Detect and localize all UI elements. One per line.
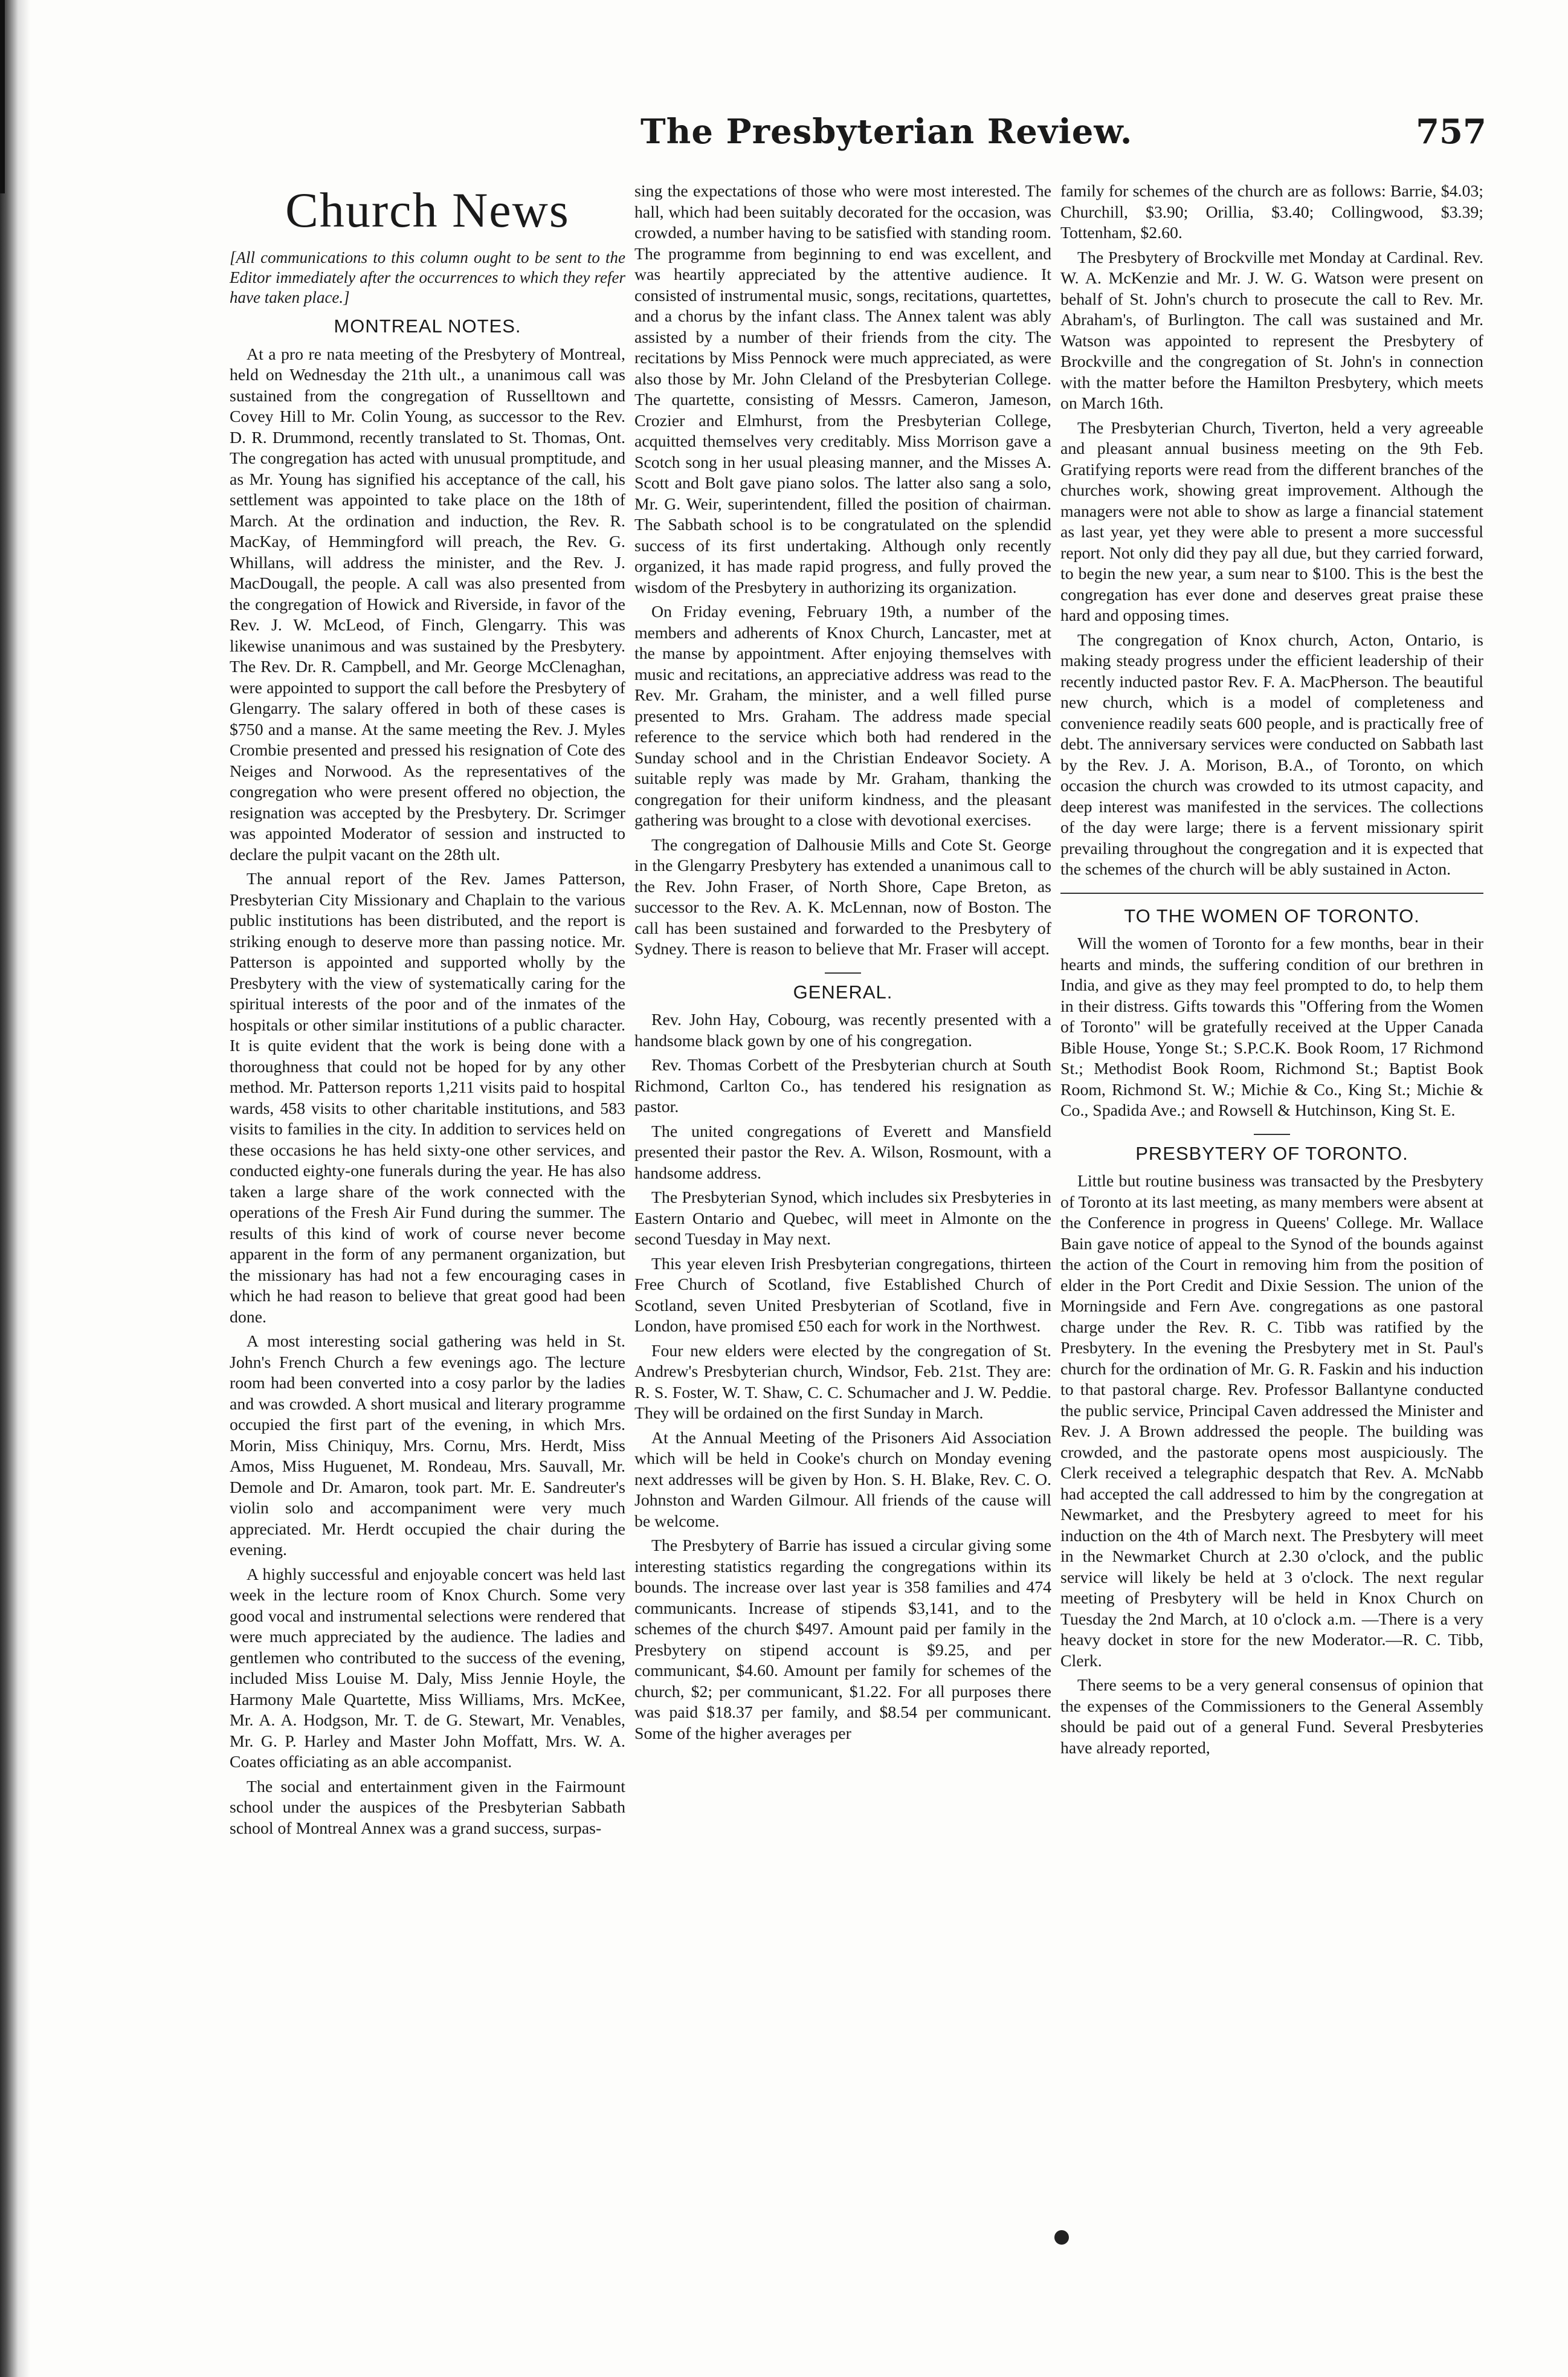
section-rule (1254, 1134, 1290, 1135)
page-number: 757 (1416, 112, 1486, 152)
article-paragraph: Rev. Thomas Corbett of the Presbyterian church at South Richmond, Carlton Co., has tendered his resignation as pastor. (634, 1056, 1051, 1116)
ink-smudge (1054, 2230, 1069, 2245)
article-paragraph: The Presbytery of Barrie has issued a circular giving some interesting statistics regarding the congregations within its bounds. The increase over last year is 358 families and 474 communicants. Increase of stipends $3,141, and to the schemes of the church $497. Amount paid per family in the Presbytery on stipend account is $9.25, and per communicant, $4.60. Amount per family for schemes of the church, $2; per communicant, $1.22. For all purposes there was paid $18.37 per family, and $8.54 per communicant. Some of the higher averages per (634, 1536, 1051, 1743)
article-paragraph: Little but routine business was transacted by the Presbytery of Toronto at its last meeting, as many members were absent at the Conference in progress in Queens' College. Mr. Wallace Bain gave notice of appeal to the Synod of the bounds against the action of the Court in removing him from the position of elder in the Port Credit and Dixie Session. The union of the Morningside and Fern Ave. congregations as one pastoral charge under the Rev. R. C. Tibb was ratified by the Presbytery. In the evening the Presbytery met in St. Paul's church for the ordination of Mr. G. R. Faskin and his induction to that pastoral charge. Rev. Professor Ballantyne conducted the public service, Principal Caven addressed the Minister and Rev. J. A Brown addressed the people. The building was crowded, and the pastorate opens most auspiciously. The Clerk received a telegraphic despatch that Rev. A. McNabb had accepted the call addressed to him by the congregation at Newmarket, and the Presbytery agreed to meet for his induction on the 4th of March next. The Presbytery will meet in the Newmarket Church at 2.30 o'clock, and the public service will likely be held at 3 o'clock. The next regular meeting of Presbytery will be held in Knox Church on Tuesday the 2nd March, at 10 o'clock a.m. —There is a very heavy docket in store for the new Moderator.—R. C. Tibb, Clerk. (1060, 1172, 1483, 1670)
publication-title: The Presbyterian Review. (640, 112, 1133, 152)
article-paragraph: There seems to be a very general consensus of opinion that the expenses of the Commissioners to the General Assembly should be paid out of a general Fund. Several Presbyteries have already reported, (1060, 1676, 1483, 1758)
section-heading-montreal-notes: MONTREAL NOTES. (334, 315, 521, 337)
section-heading-women-of-toronto: TO THE WOMEN OF TORONTO. (1124, 905, 1420, 927)
edge-mark (0, 0, 5, 193)
article-paragraph: Will the women of Toronto for a few months, bear in their hearts and minds, the suffering condition of our brethren in India, and give as they may feel prompted to do, to help them in their distress. Gifts towards this "Offering from the Women of Toronto" will be gratefully received at the Upper Canada Bible House, Yonge St.; S.P.C.K. Book Room, 17 Richmond St.; Methodist Book Room, Richmond St.; Baptist Book Room, Richmond St. W.; Michie & Co., King St.; Michie & Co., Spadida Ave.; and Rowsell & Hutchinson, King St. E. (1060, 934, 1483, 1120)
church-news-heading: Church News (285, 183, 570, 238)
article-paragraph: A highly successful and enjoyable concert was held last week in the lecture room of Knox Church. Some very good vocal and instrumental selections were rendered that were much appreciated by the audience. The ladies and gentlemen who contributed to the success of the evening, included Miss Louise M. Daly, Miss Jennie Hoyle, the Harmony Male Quartette, Miss Williams, Mrs. McKee, Mr. A. A. Hodgson, Mr. T. de G. Stewart, Mr. Venables, Mr. G. P. Harley and Master John Moffatt, Mrs. W. A. Coates officiating as an able accompanist. (230, 1565, 625, 1771)
page-header (640, 112, 1486, 160)
article-paragraph: A most interesting social gathering was held in St. John's French Church a few evenings ago. The lecture room had been converted into a cosy parlor by the ladies and was crowded. A short musical and literary programme occupied the first part of the evening, in which Mrs. Morin, Miss Chiniquy, Mrs. Cornu, Mrs. Herdt, Miss Amos, Miss Huguenet, M. Rondeau, Mrs. Sauvall, Mr. Demole and Dr. Amaron, took part. Mr. E. Sandreuter's violin solo and accompaniment were very much appreciated. Mr. Herdt occupied the chair during the evening. (230, 1332, 625, 1559)
column-1 (230, 181, 625, 1843)
section-rule (825, 972, 861, 974)
article-paragraph: The Presbyterian Church, Tiverton, held a very agreeable and pleasant annual business meeting on the 9th Feb. Gratifying reports were read from the different branches of the churches work, showing great improvement. Although the managers were not able to show as large a financial statement as last year, yet they were able to present a more successful report. Not only did they pay all due, but they carried forward, to begin the new year, a sum near to $100. This is the best the congregation has ever done and deserves great praise these hard and opposing times. (1060, 418, 1483, 625)
page-binding-shadow (0, 0, 30, 2377)
article-paragraph: The united congregations of Everett and Mansfield presented their pastor the Rev. A. Wilson, Rosmount, with a handsome address. (634, 1122, 1051, 1183)
article-paragraph: At the Annual Meeting of the Prisoners Aid Association which will be held in Cooke's church on Monday evening next addresses will be given by Hon. S. H. Blake, Rev. C. O. Johnston and Warden Gilmour. All friends of the cause will be welcome. (634, 1428, 1051, 1531)
article-paragraph: At a pro re nata meeting of the Presbytery of Montreal, held on Wednesday the 21th ult., a unanimous call was sustained from the congregation of Russelltown and Covey Hill to Mr. Colin Young, as successor to the Rev. D. R. Drummond, recently translated to St. Thomas, Ont. The congregation has acted with unusual promptitude, and as Mr. Young has signified his acceptance of the call, his settlement was appointed to take place on the 18th of March. At the ordination and induction, the Rev. R. MacKay, of Hemmingford will preach, the Rev. G. Whillans, will address the minister, and the Rev. J. MacDougall, the people. A call was also presented from the congregation of Howick and Riverside, in favor of the Rev. J. W. McLeod, of Finch, Glengarry. This was likewise unanimous and was sustained by the Presbytery. The Rev. Dr. R. Campbell, and Mr. George McClenaghan, were appointed to support the call before the Presbytery of Glengarry. The salary offered in both of these cases is $750 and a manse. At the same meeting the Rev. J. Myles Crombie presented and pressed his resignation of Cote des Neiges and Norwood. As the representatives of the congregation who were present offered no objection, the resignation was accepted by the Presbytery. Dr. Scrimger was appointed Moderator of session and instructed to declare the pulpit vacant on the 28th ult. (230, 344, 625, 864)
section-heading-presbytery-of-toronto: PRESBYTERY OF TORONTO. (1135, 1142, 1408, 1164)
section-heading-general: GENERAL. (793, 981, 893, 1003)
article-paragraph: family for schemes of the church are as follows: Barrie, $4.03; Churchill, $3.90; Orillia, $3.40; Collingwood, $3.39; Tottenham, $2.60. (1060, 182, 1483, 242)
editorial-note: [All communications to this column ought to be sent to the Editor immediately after the occurrences to which they refer have taken place.] (230, 248, 625, 306)
article-paragraph: This year eleven Irish Presbyterian congregations, thirteen Free Church of Scotland, five Established Church of Scotland, seven United Presbyterian of Scotland, five in London, have promised £50 each for work in the Northwest. (634, 1254, 1051, 1336)
column-2 (634, 181, 1051, 1748)
section-rule (1060, 893, 1483, 894)
article-paragraph: The congregation of Knox church, Acton, Ontario, is making steady progress under the efficient leadership of their recently inducted pastor Rev. F. A. MacPherson. The beautiful new church, which is a model of completeness and convenience readily seats 600 people, and is practically free of debt. The anniversary services were conducted on Sabbath last by the Rev. J. A. Morison, B.A., of Toronto, on which occasion the church was crowded to its utmost capacity, and deep interest was manifested in the services. The collections of the day were large; there is a fervent missionary spirit prevailing throughout the congregation and it is expected that the schemes of the church will be ably sustained in Acton. (1060, 630, 1483, 879)
article-paragraph: The social and entertainment given in the Fairmount school under the auspices of the Presbyterian Sabbath school of Montreal Annex was a grand success, surpas- (230, 1777, 625, 1838)
article-paragraph: On Friday evening, February 19th, a number of the members and adherents of Knox Church, Lancaster, met at the manse by appointment. After enjoying themselves with music and recitations, an appreciative address was read to the Rev. Mr. Graham, the minister, and a well filled purse presented to Mrs. Graham. The address made special reference to the service which both had rendered in the Sunday school and in the Christian Endeavor Society. A suitable reply was made by Mr. Graham, thanking the congregation for their uniform kindness, and the pleasant gathering was brought to a close with devotional exercises. (634, 603, 1051, 830)
article-paragraph: Four new elders were elected by the congregation of St. Andrew's Presbyterian church, Windsor, Feb. 21st. They are: R. S. Foster, W. T. Shaw, C. C. Schumacher and J. W. Peddie. They will be ordained on the first Sunday in March. (634, 1341, 1051, 1423)
article-paragraph: Rev. John Hay, Cobourg, was recently presented with a handsome black gown by one of his congregation. (634, 1011, 1051, 1050)
article-paragraph: The annual report of the Rev. James Patterson, Presbyterian City Missionary and Chaplain to the various public institutions has been distributed, and the report is striking enough to deserve more than passing notice. Mr. Patterson is appointed and supported wholly by the Presbytery with the view of systematically caring for the spiritual interests of the poor and of the inmates of the hospitals or other similar institutions of a public character. It is quite evident that the work is being done with a thoroughness that could not be hoped for by any other method. Mr. Patterson reports 1,211 visits paid to hospital wards, 458 visits to other charitable institutions, and 583 visits to families in the city. In addition to services held on these occasions he has held sixty-one other services, and conducted eighty-one funerals during the year. He has also taken a large share of the work connected with the operations of the Fresh Air Fund during the summer. The results of this kind of work of course never become apparent in the form of any permanent organization, but the missionary has had not a few encouraging cases in which he had reason to believe that great good had been done. (230, 870, 625, 1327)
article-paragraph: The Presbyterian Synod, which includes six Presbyteries in Eastern Ontario and Quebec, will meet in Almonte on the second Tuesday in May next. (634, 1188, 1051, 1249)
article-paragraph: The Presbytery of Brockville met Monday at Cardinal. Rev. W. A. McKenzie and Mr. J. W. G. Watson were present on behalf of St. John's church to prosecute the call to Rev. Mr. Abraham's, of Burlington. The call was sustained and Mr. Watson was appointed to represent the Presbytery of Brockville and the congregation of St. John's in connection with the matter before the Hamilton Presbytery, which meets on March 16th. (1060, 248, 1483, 413)
column-3 (1060, 181, 1483, 1762)
article-paragraph: sing the expectations of those who were most interested. The hall, which had been suitably decorated for the occasion, was crowded, a number having to be satisfied with standing room. The programme from beginning to end was excellent, and was heartily appreciated by the attentive audience. It consisted of instrumental music, songs, recitations, quartettes, and a chorus by the infant class. The Annex talent was ably assisted by a number of their friends from the city. The recitations by Miss Pennock were much appreciated, as were also those by Mr. John Cleland of the Presbyterian College. The quartette, consisting of Messrs. Cameron, Jameson, Crozier and Elmhurst, from the Presbyterian College, acquitted themselves very creditably. Miss Morrison gave a Scotch song in her usual pleasing manner, and the Misses A. Scott and Bolt gave piano solos. The latter also sang a solo, Mr. G. Weir, superintendent, filled the position of chairman. The Sabbath school is to be congratulated on the splendid success of its first undertaking. Although only recently organized, it has made rapid progress, and fully proved the wisdom of the Presbytery in authorizing its organization. (634, 182, 1051, 597)
article-paragraph: The congregation of Dalhousie Mills and Cote St. George in the Glengarry Presbytery has extended a unanimous call to the Rev. John Fraser, of North Shore, Cape Breton, as successor to the Rev. A. K. McLennan, now of Boston. The call has been sustained and forwarded to the Presbytery of Sydney. There is reason to believe that Mr. Fraser will accept. (634, 835, 1051, 959)
